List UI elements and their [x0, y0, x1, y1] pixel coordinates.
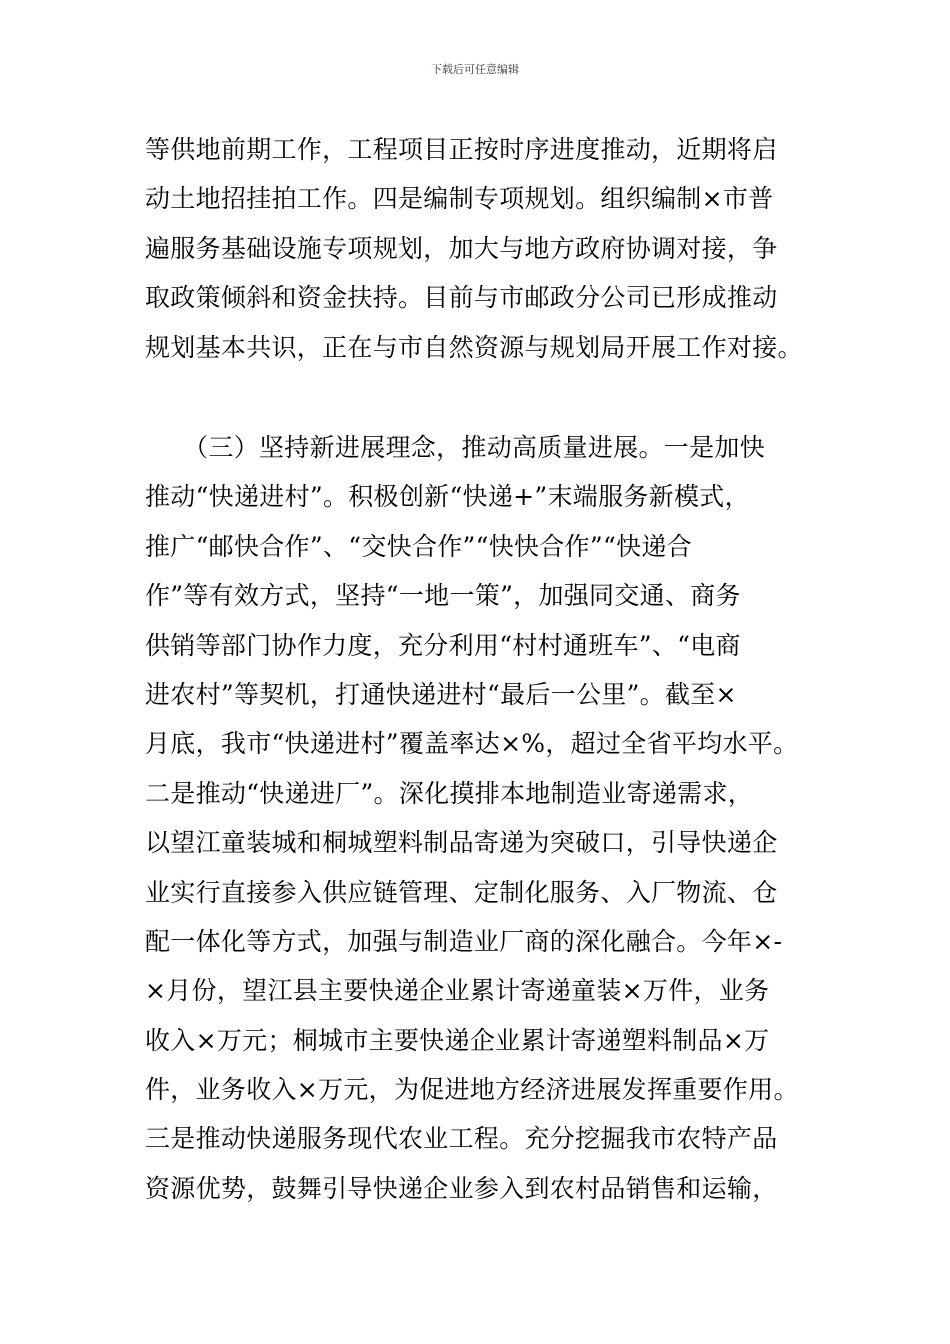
- text-line: 取政策倾斜和资金扶持。目前与市邮政分公司已形成推动: [145, 283, 778, 313]
- text-line: 推广“邮快合作”、“交快合作”“快快合作”“快递合: [145, 531, 692, 561]
- text-line: 规划基本共识，正在与市自然资源与规划局开展工作对接。: [145, 332, 803, 362]
- text-line: 资源优势，鼓舞引导快递企业参入到农村品销售和运输，: [145, 1173, 778, 1203]
- text-line: 二是推动“快递进厂”。深化摸排本地制造业寄递需求，: [145, 778, 754, 808]
- text-line: 进农村”等契机，打通快递进村“最后一公里”。截至×: [145, 679, 737, 709]
- text-line: 动土地招挂拍工作。四是编制专项规划。组织编制×市普: [145, 184, 774, 214]
- text-line: 作”等有效方式，坚持“一地一策”，加强同交通、商务: [145, 581, 741, 611]
- text-line: （三）坚持新进展理念，推动高质量进展。一是加快: [145, 433, 766, 462]
- text-line: 三是推动快递服务现代农业工程。充分挖掘我市农特产品: [145, 1124, 778, 1154]
- text-line: 以望江童装城和桐城塑料制品寄递为突破口，引导快递企: [145, 828, 778, 858]
- text-line: 等供地前期工作，工程项目正按时序进度推动，近期将启: [145, 135, 778, 164]
- text-line: 遍服务基础设施专项规划，加大与地方政府协调对接，争: [145, 233, 778, 263]
- text-line: 供销等部门协作力度，充分利用“村村通班车”、“电商: [145, 630, 741, 660]
- text-line: 配一体化等方式，加强与制造业厂商的深化融合。今年×-: [145, 926, 783, 956]
- text-line: 推动“快递进村”。积极创新“快递+”末端服务新模式，: [145, 482, 750, 512]
- page-header: 下载后可任意编辑: [431, 63, 519, 76]
- text-line: 件，业务收入×万元，为促进地方经济进展发挥重要作用。: [145, 1075, 799, 1105]
- text-line: ×月份，望江县主要快递企业累计寄递童装×万件，业务: [145, 976, 770, 1006]
- text-line: 收入×万元；桐城市主要快递企业累计寄递塑料制品×万: [145, 1025, 770, 1055]
- paragraph-1: [145, 125, 825, 372]
- paragraph-2: [145, 423, 825, 1213]
- text-line: 业实行直接参入供应链管理、定制化服务、入厂物流、仓: [145, 877, 778, 907]
- text-line: 月底，我市“快递进村”覆盖率达×%，超过全省平均水平。: [145, 729, 799, 759]
